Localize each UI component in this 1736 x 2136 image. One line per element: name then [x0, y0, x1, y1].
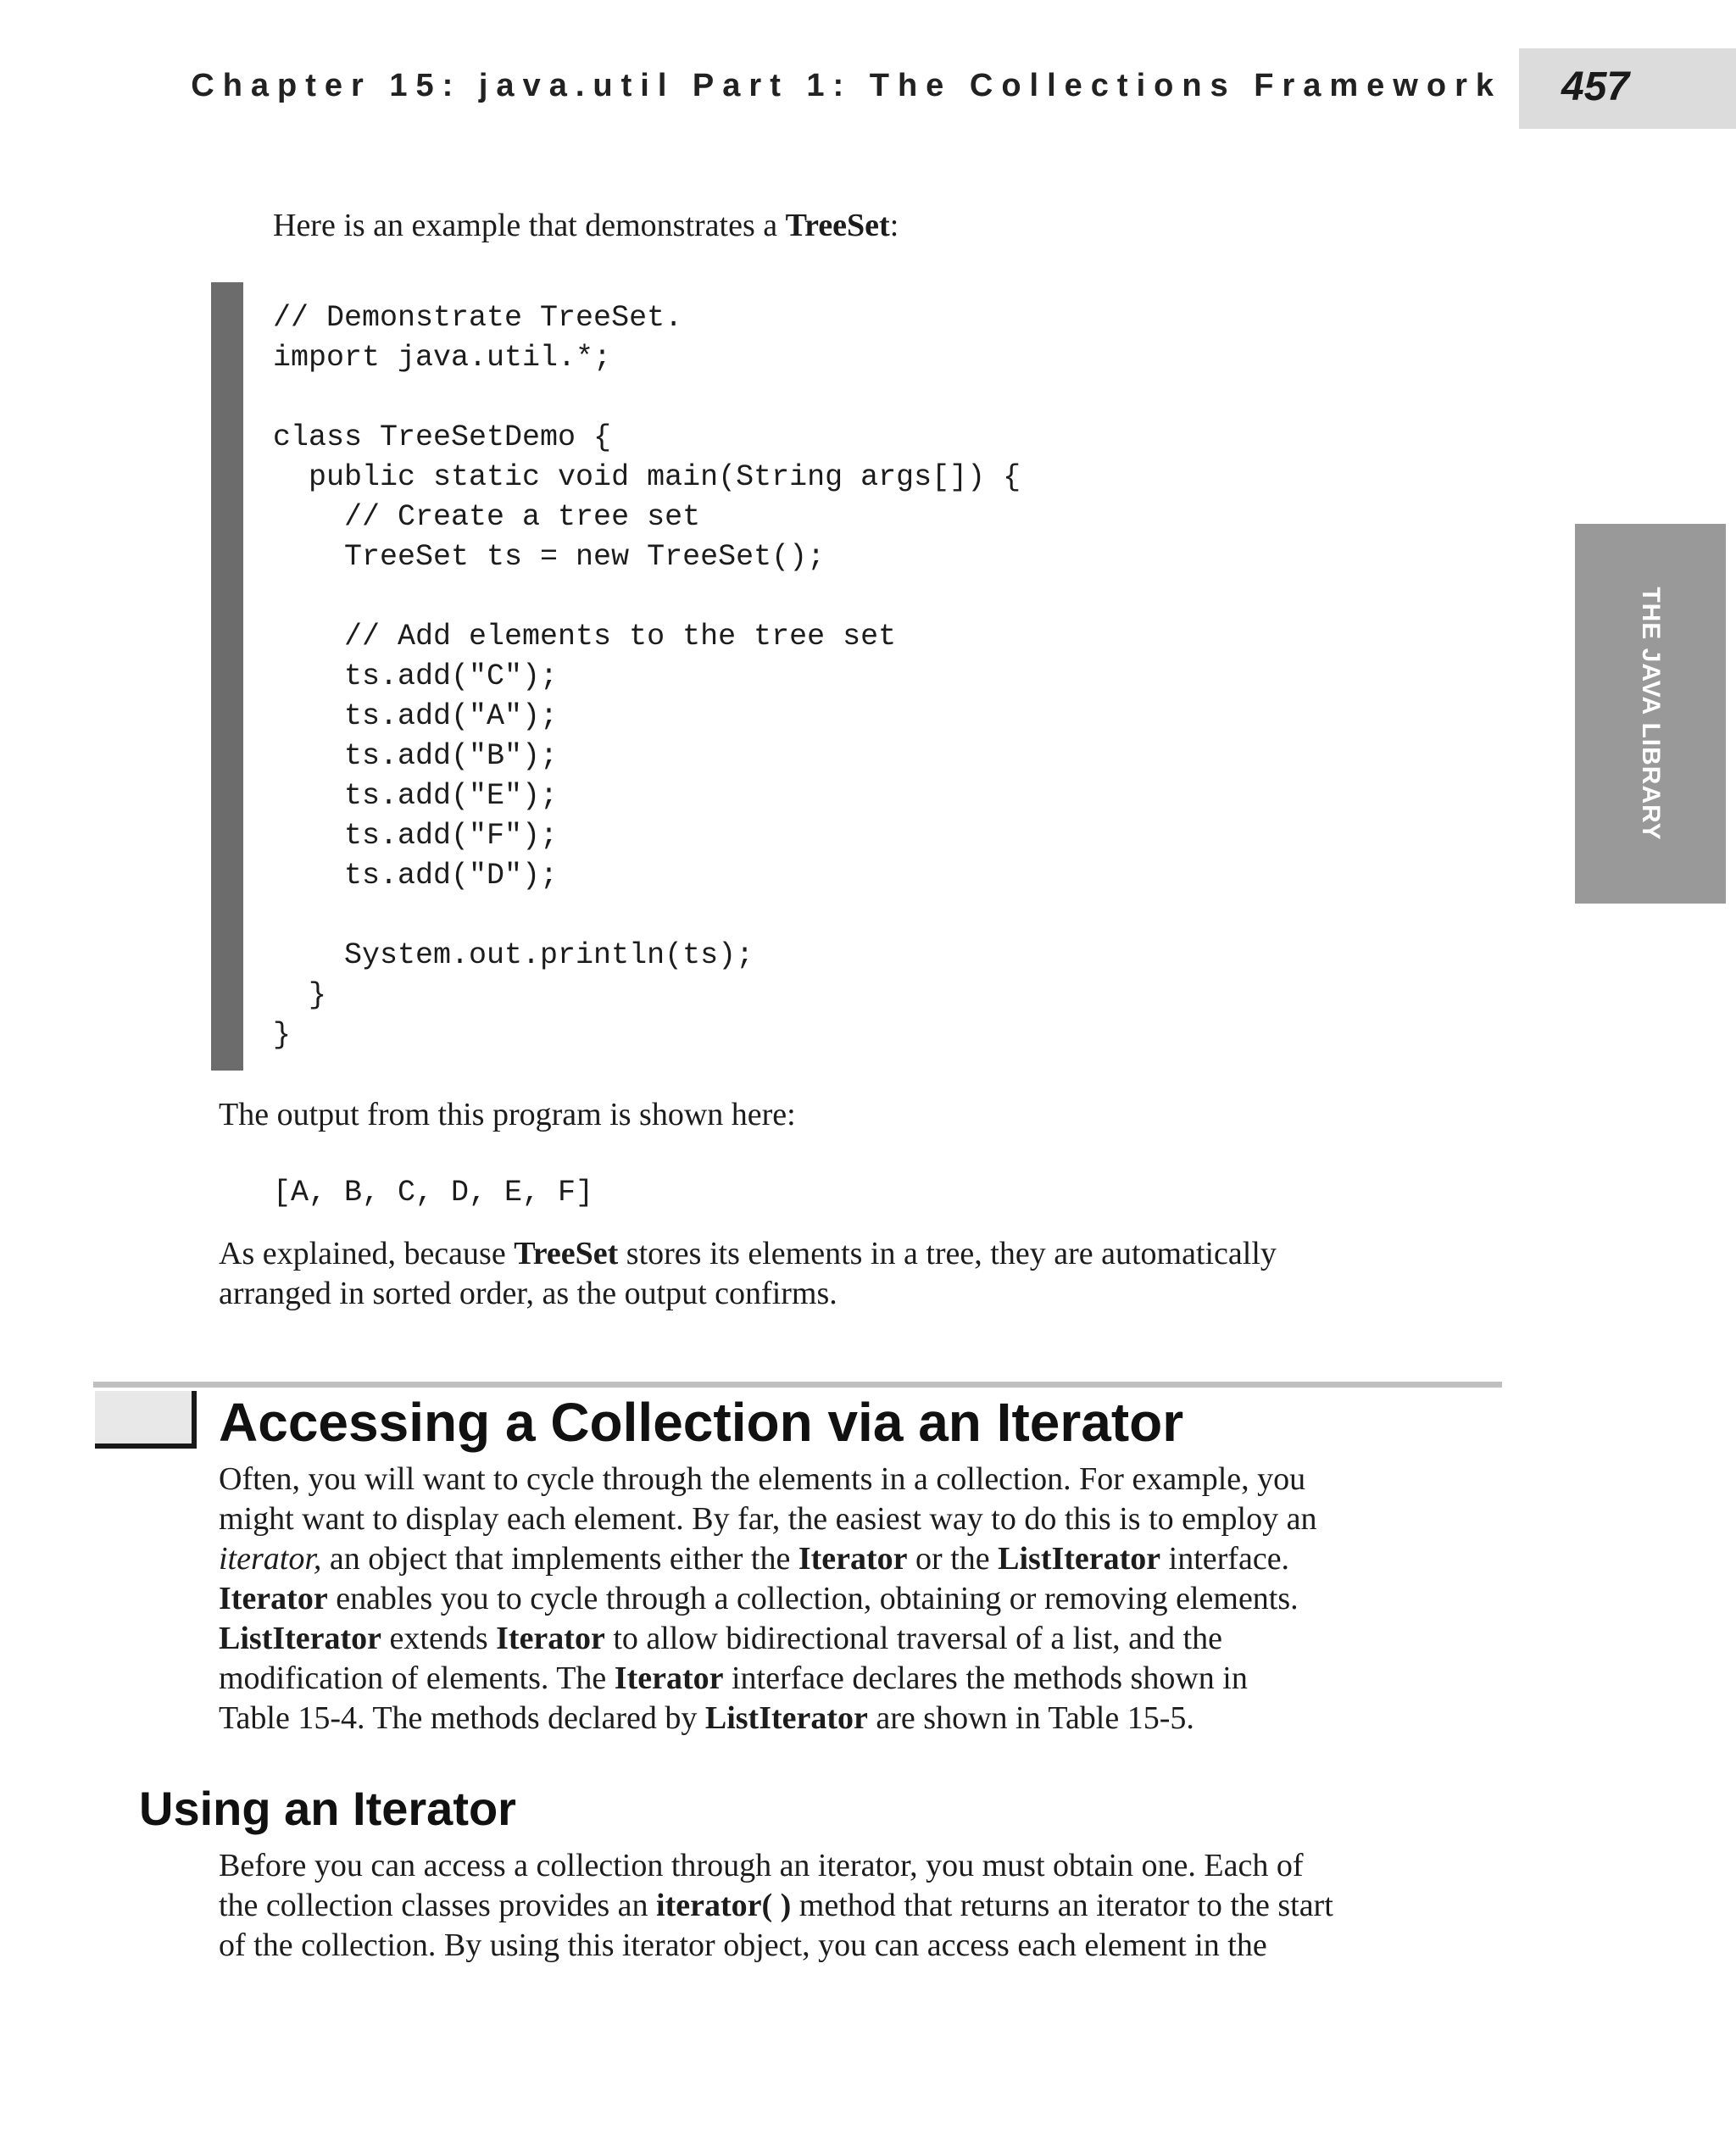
explanation-line-2: arranged in sorted order, as the output confirms.	[219, 1276, 837, 1311]
code-line: TreeSet ts = new TreeSet();	[273, 540, 826, 574]
code-line: ts.add("A");	[273, 699, 559, 733]
intro-text: Here is an example that demonstrates a TreeSet:	[273, 208, 899, 243]
explanation-line-1: As explained, because TreeSet stores its elements in a tree, they are automatically	[219, 1236, 1277, 1271]
code-line: public static void main(String args[]) {	[273, 460, 1021, 494]
code-line: ts.add("F");	[273, 819, 559, 853]
code-line: }	[273, 1018, 292, 1052]
side-tab-label: THE JAVA LIBRARY	[1637, 587, 1665, 841]
paragraph-line: Table 15-4. The methods declared by ListIterator are shown in Table 15-5.	[219, 1700, 1194, 1736]
running-head: Chapter 15: java.util Part 1: The Collections Framework	[191, 68, 1502, 103]
code-line: ts.add("D");	[273, 859, 559, 893]
output-intro: The output from this program is shown here:	[219, 1097, 796, 1132]
paragraph-line: Often, you will want to cycle through the elements in a collection. For example, you	[219, 1461, 1306, 1497]
paragraph-line: Iterator enables you to cycle through a collection, obtaining or removing elements.	[219, 1581, 1299, 1616]
paragraph-line: the collection classes provides an iterator( ) method that returns an iterator to the start	[219, 1888, 1333, 1923]
side-tab	[1575, 524, 1726, 904]
heading-marker-box	[95, 1391, 197, 1449]
program-output: [A, B, C, D, E, F]	[273, 1176, 594, 1210]
section-heading: Accessing a Collection via an Iterator	[219, 1392, 1184, 1453]
paragraph-line: modification of elements. The Iterator interface declares the methods shown in	[219, 1660, 1248, 1696]
code-line: // Create a tree set	[273, 500, 701, 534]
code-line: ts.add("E");	[273, 779, 559, 813]
code-line: ts.add("B");	[273, 739, 559, 773]
paragraph-line: Before you can access a collection through an iterator, you must obtain one. Each of	[219, 1848, 1304, 1883]
code-line: // Add elements to the tree set	[273, 620, 897, 654]
code-line: import java.util.*;	[273, 341, 612, 375]
section-rule	[93, 1382, 1502, 1388]
page-number: 457	[1561, 64, 1630, 109]
paragraph-line: might want to display each element. By far, the easiest way to do this is to employ an	[219, 1501, 1317, 1537]
code-line: System.out.println(ts);	[273, 938, 754, 972]
code-line: class TreeSetDemo {	[273, 420, 612, 454]
paragraph-line: iterator, an object that implements either the Iterator or the ListIterator interface.	[219, 1541, 1290, 1577]
code-listing	[273, 298, 1021, 1055]
code-line: }	[273, 978, 327, 1012]
code-sidebar-bar	[211, 282, 243, 1071]
code-line: // Demonstrate TreeSet.	[273, 301, 683, 335]
paragraph-line: ListIterator extends Iterator to allow bidirectional traversal of a list, and the	[219, 1621, 1222, 1656]
paragraph-line: of the collection. By using this iterator object, you can access each element in the	[219, 1927, 1267, 1963]
page-number-box	[1519, 48, 1736, 129]
subsection-heading: Using an Iterator	[139, 1782, 516, 1835]
code-line: ts.add("C");	[273, 659, 559, 693]
